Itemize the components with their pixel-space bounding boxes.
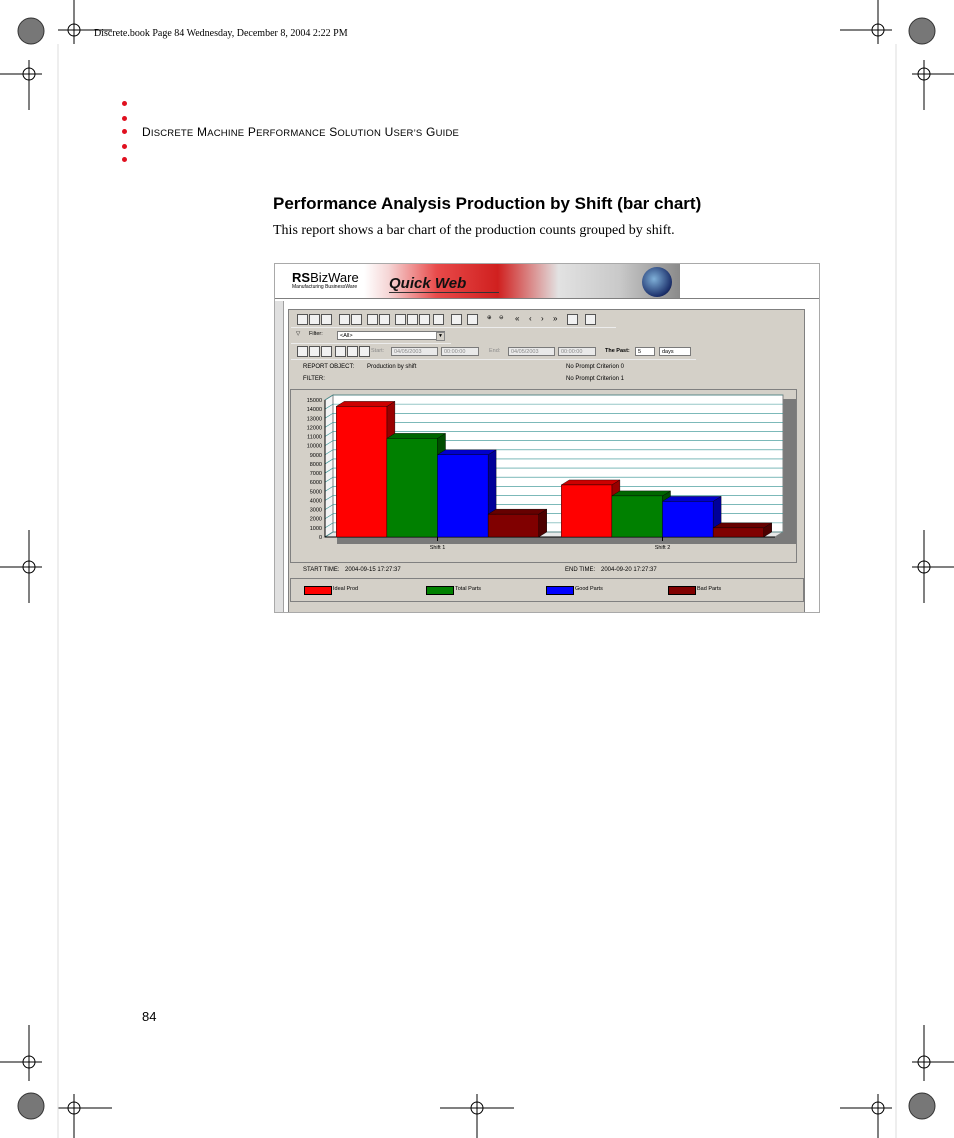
bar xyxy=(336,406,387,537)
bar-top xyxy=(663,496,722,501)
app-name: Quick Web xyxy=(389,275,467,292)
bar xyxy=(561,485,612,537)
y-tick-label: 2000 xyxy=(309,516,322,523)
bullet-dot xyxy=(122,129,127,134)
report-object-value: Production by shift xyxy=(367,364,417,370)
rsbizware-logo: RSBizWare xyxy=(292,270,359,285)
y-tick-label: 8000 xyxy=(309,461,322,468)
app-banner xyxy=(275,264,680,299)
y-tick-label: 12000 xyxy=(306,425,322,432)
filter-icon[interactable]: ▽ xyxy=(296,331,301,337)
legend-swatch xyxy=(668,586,696,595)
bar-chart xyxy=(291,390,796,562)
end-time-label: END TIME: xyxy=(565,567,596,573)
plot-side-wall xyxy=(325,395,333,537)
bullet-dot xyxy=(122,157,127,162)
past-label: The Past: xyxy=(605,348,630,354)
legend-label: Good Parts xyxy=(575,586,603,592)
filter-label: Filter: xyxy=(309,331,323,337)
bullet-dot xyxy=(122,144,127,149)
y-tick-label: 6000 xyxy=(309,480,322,487)
filter-toolbar xyxy=(291,328,451,344)
y-tick-label: 9000 xyxy=(309,452,322,459)
legend-swatch xyxy=(546,586,574,595)
legend-swatch xyxy=(426,586,454,595)
chart-legend xyxy=(290,578,804,602)
clock-icon[interactable] xyxy=(309,346,320,357)
report-object-label: REPORT OBJECT: xyxy=(303,364,355,370)
font-icon[interactable] xyxy=(433,314,444,325)
y-tick-label: 1000 xyxy=(309,525,322,532)
calendar-icon[interactable] xyxy=(297,346,308,357)
chart-panel xyxy=(290,389,797,563)
y-tick-label: 15000 xyxy=(306,398,322,404)
export-icon[interactable] xyxy=(309,314,320,325)
section-title: Performance Analysis Production by Shift (bar chart) xyxy=(273,194,702,213)
y-tick-label: 5000 xyxy=(309,489,322,496)
start-time-input[interactable]: 00:00:00 xyxy=(441,347,479,356)
bar xyxy=(663,501,714,537)
first-page-icon[interactable] xyxy=(297,314,308,325)
x-tick-label: Shift 2 xyxy=(654,545,671,551)
filter-row-label: FILTER: xyxy=(303,376,325,382)
y-tick-label: 0 xyxy=(318,535,322,541)
shift-icon[interactable] xyxy=(335,346,346,357)
app-name-underline xyxy=(389,292,499,293)
logo-tagline: Manufacturing BusinessWare xyxy=(292,284,358,290)
bar-top xyxy=(713,523,772,528)
pie-chart-icon[interactable] xyxy=(419,314,430,325)
copy-icon[interactable] xyxy=(451,314,462,325)
end-date-input[interactable]: 04/05/2003 xyxy=(508,347,555,356)
start-time-label: START TIME: xyxy=(303,567,340,573)
pdf-icon[interactable] xyxy=(321,314,332,325)
page-slug: Discrete.book Page 84 Wednesday, December 8, 2004 2:22 PM xyxy=(94,28,348,39)
x-tick-label: Shift 1 xyxy=(429,545,446,551)
y-tick-label: 10000 xyxy=(306,443,322,450)
bullet-dot xyxy=(122,116,127,121)
start-time-value: 2004-09-15 17:27:37 xyxy=(345,567,401,573)
grid-icon[interactable] xyxy=(395,314,406,325)
end-label: End: xyxy=(489,348,501,354)
column-chart-icon[interactable] xyxy=(379,314,390,325)
banner-divider xyxy=(275,298,819,299)
bar xyxy=(713,528,764,537)
y-tick-label: 4000 xyxy=(309,498,322,505)
first-record-icon[interactable]: « xyxy=(515,314,520,323)
prompt-criterion-1: No Prompt Criterion 1 xyxy=(566,376,625,382)
past-value-input[interactable]: 5 xyxy=(635,347,655,356)
legend-label: Ideal Prod xyxy=(333,586,359,592)
last-record-icon[interactable]: » xyxy=(553,314,558,323)
week-icon[interactable] xyxy=(347,346,358,357)
bar-top xyxy=(612,491,671,496)
chevron-down-icon[interactable]: ▼ xyxy=(436,332,445,341)
bar-top xyxy=(561,480,620,485)
zoom-out-icon[interactable]: ⊖ xyxy=(499,315,504,321)
y-tick-label: 11000 xyxy=(307,434,322,441)
body-paragraph: This report shows a bar chart of the production counts grouped by shift. xyxy=(273,223,675,238)
globe-icon xyxy=(642,267,672,297)
table-icon[interactable] xyxy=(367,314,378,325)
month-icon[interactable] xyxy=(359,346,370,357)
bar xyxy=(488,514,539,537)
y-tick-label: 7000 xyxy=(309,471,322,478)
bar-top xyxy=(438,450,497,455)
print-icon[interactable] xyxy=(339,314,350,325)
bar-top xyxy=(387,433,446,438)
previous-record-icon[interactable]: ‹ xyxy=(529,314,532,323)
next-record-icon[interactable]: › xyxy=(541,314,544,323)
end-time-input[interactable]: 00:00:00 xyxy=(558,347,596,356)
y-tick-label: 3000 xyxy=(309,507,322,514)
legend-label: Bad Parts xyxy=(697,586,722,592)
help-icon[interactable] xyxy=(585,314,596,325)
running-head: DISCRETE MACHINE PERFORMANCE SOLUTION USER’S GUIDE xyxy=(142,125,460,139)
bar-chart-icon[interactable] xyxy=(407,314,418,325)
refresh-icon[interactable] xyxy=(321,346,332,357)
printer-icon[interactable] xyxy=(567,314,578,325)
start-date-input[interactable]: 04/05/2003 xyxy=(391,347,438,356)
page-number: 84 xyxy=(142,1009,157,1024)
legend-swatch xyxy=(304,586,332,595)
bar xyxy=(438,455,489,537)
save-icon[interactable] xyxy=(467,314,478,325)
bar xyxy=(387,438,438,537)
filter-select[interactable]: <All> xyxy=(337,331,445,340)
time-toolbar xyxy=(291,344,696,360)
bar-top xyxy=(336,401,395,406)
end-time-value: 2004-09-20 17:27:37 xyxy=(601,567,657,573)
past-unit-select[interactable]: days xyxy=(659,347,691,356)
left-frame xyxy=(275,301,284,612)
print-setup-icon[interactable] xyxy=(351,314,362,325)
bullet-dot xyxy=(122,101,127,106)
legend-label: Total Parts xyxy=(455,586,481,592)
bar-top xyxy=(488,509,547,514)
zoom-in-icon[interactable]: ⊕ xyxy=(487,315,492,321)
quickweb-screenshot xyxy=(274,263,820,613)
main-toolbar xyxy=(291,312,616,328)
start-label: Start: xyxy=(371,348,385,354)
y-tick-label: 13000 xyxy=(306,416,322,423)
bar xyxy=(612,496,663,537)
prompt-criterion-0: No Prompt Criterion 0 xyxy=(566,364,625,370)
y-tick-label: 14000 xyxy=(306,407,322,414)
